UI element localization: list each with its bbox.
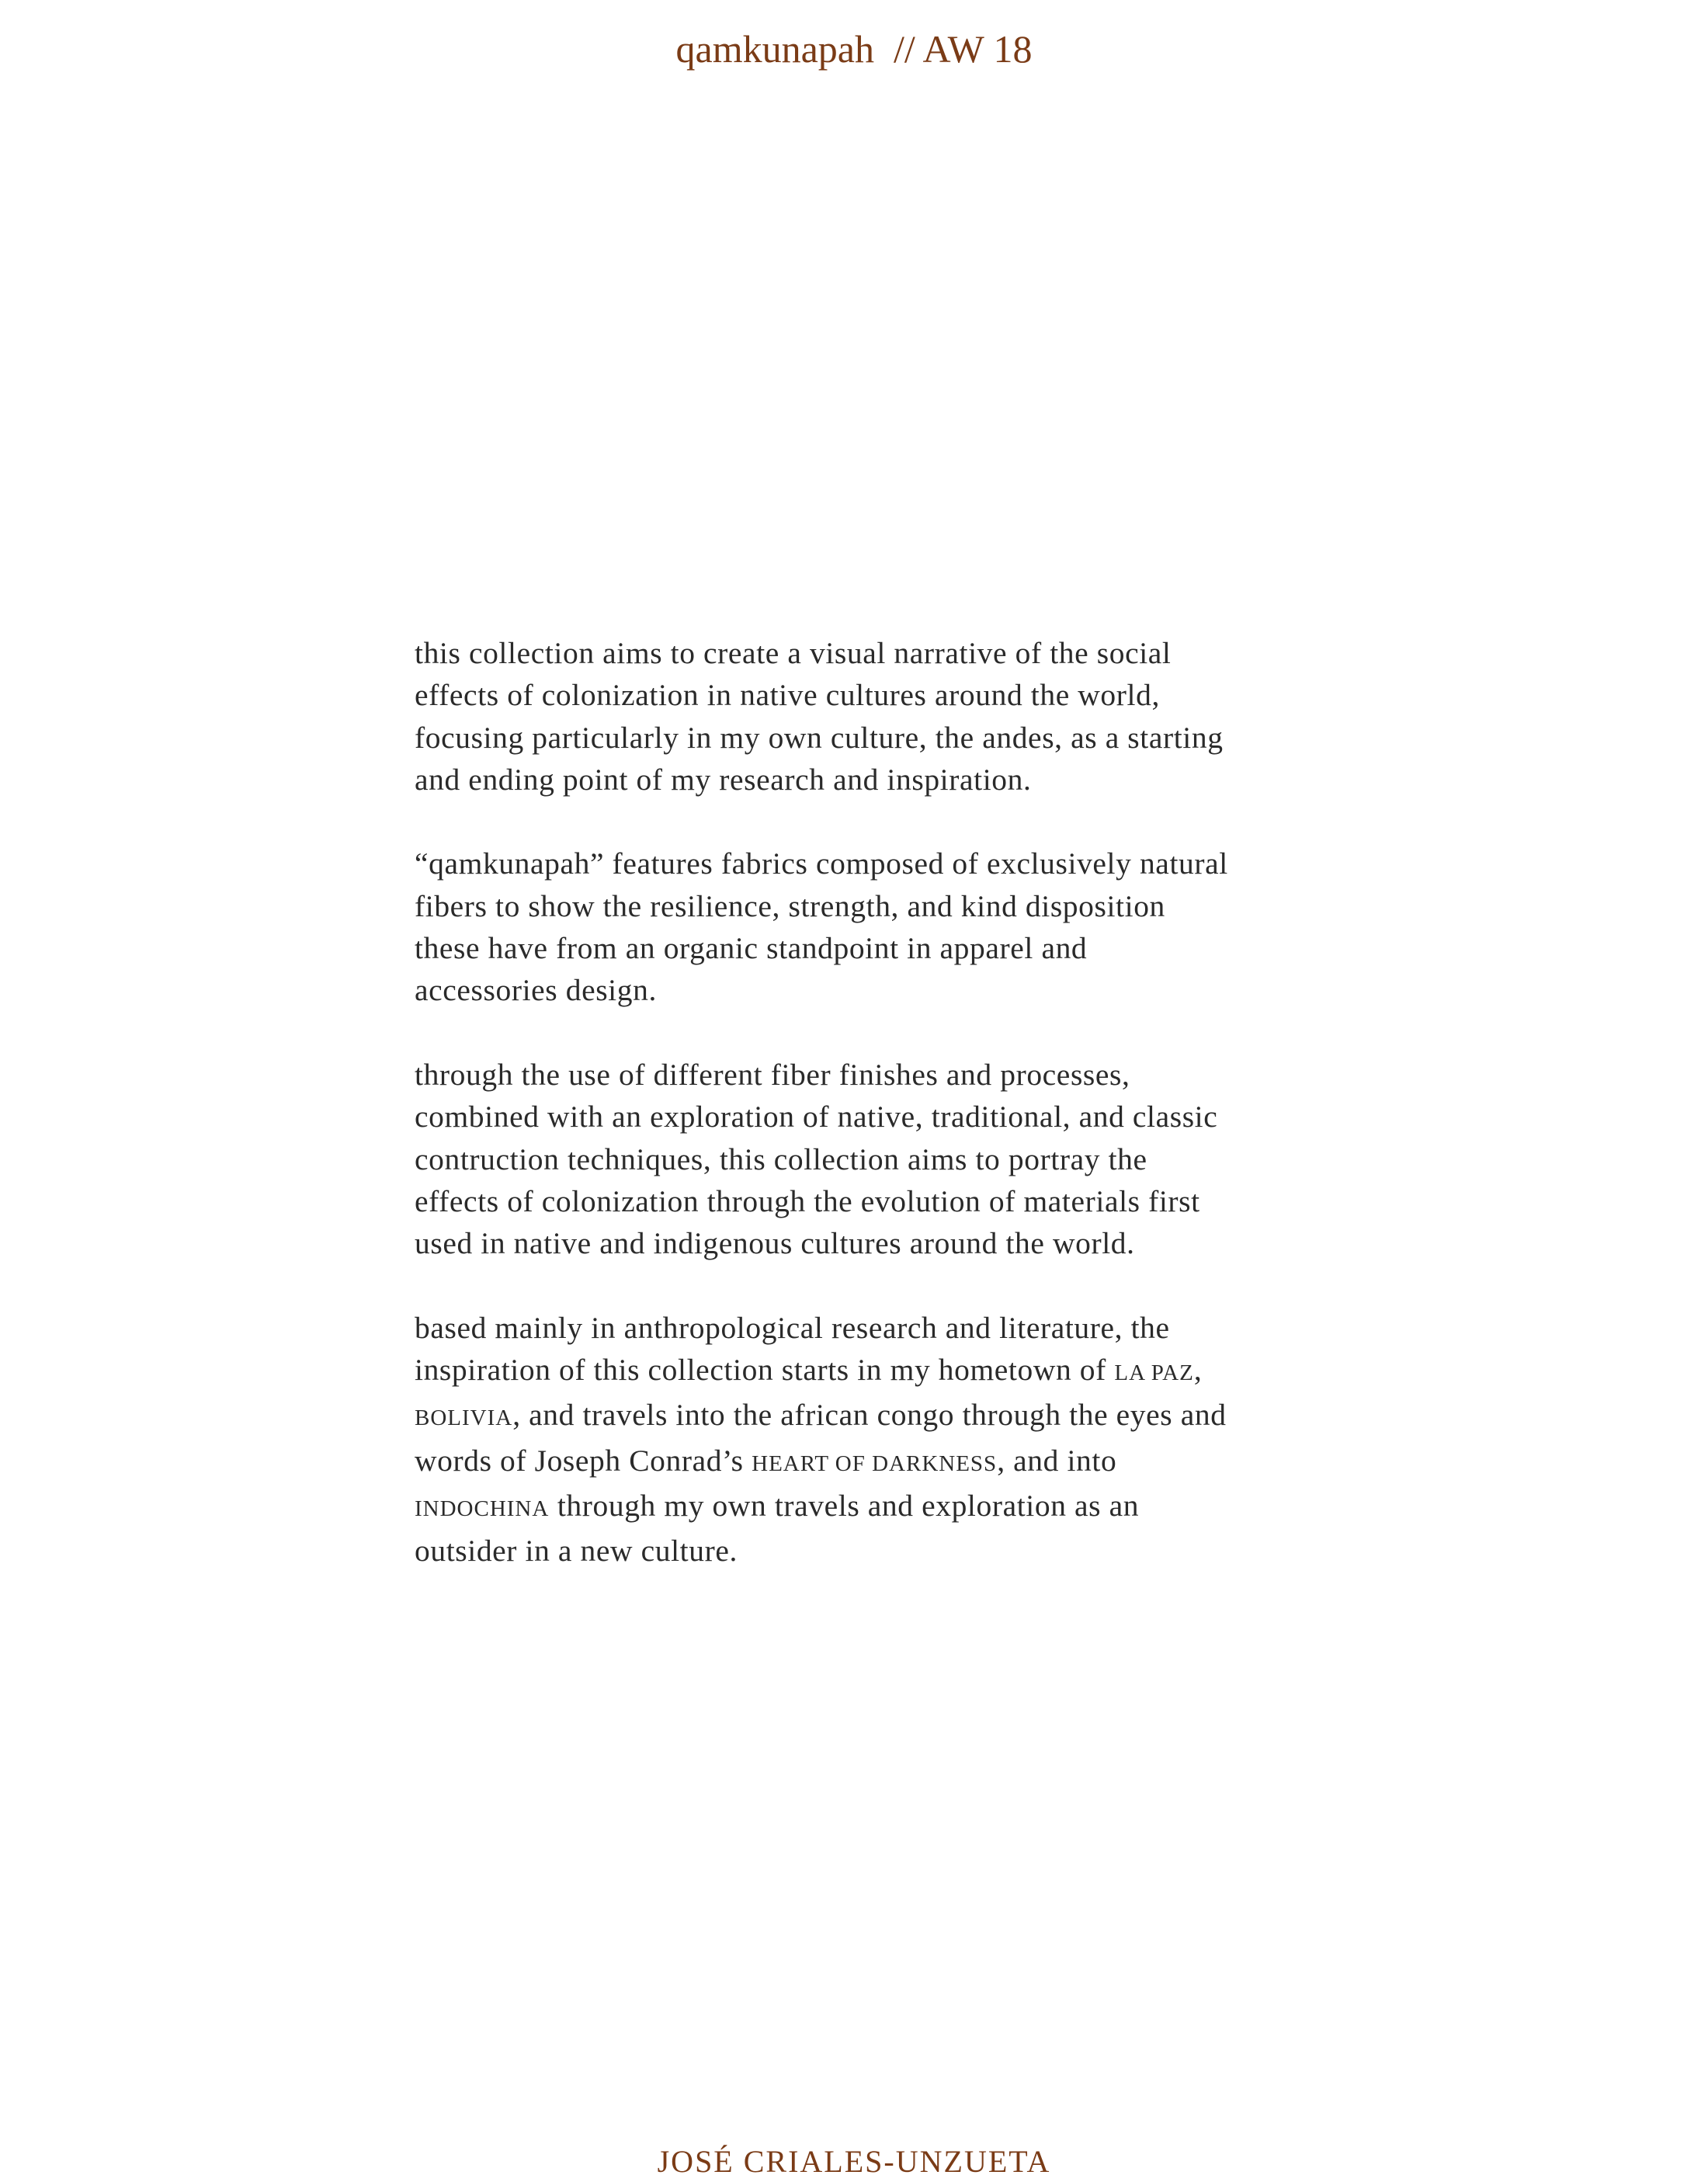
statement-paragraph-1 [415, 632, 1315, 801]
text-fragment: inspiration of this collection starts in my hometown of [415, 1353, 1106, 1388]
season-label: AW 18 [922, 27, 1033, 71]
page-header [0, 22, 1708, 76]
text-line: and ending point of my research and inspiration. [415, 762, 1032, 797]
text-line: these have from an organic standpoint in apparel and [415, 931, 1088, 966]
text-line [415, 1485, 1315, 1530]
statement-paragraph-3 [415, 1054, 1315, 1264]
text-fragment: through my own travels and exploration as an [557, 1488, 1140, 1523]
text-line: contruction techniques, this collection aims to portray the [415, 1141, 1147, 1176]
text-line: based mainly in anthropological research and literature, the [415, 1310, 1170, 1345]
text-fragment: , and into [997, 1443, 1117, 1478]
text-fragment: words of Joseph Conrad’s [415, 1443, 744, 1478]
text-line [415, 1394, 1315, 1439]
text-line: through the use of different fiber finishes and processes, [415, 1057, 1130, 1092]
place-name-la-paz: LA PAZ [1114, 1360, 1194, 1386]
book-title-heart-of-darkness: HEART OF DARKNESS [752, 1451, 998, 1476]
text-line: used in native and indigenous cultures around the world. [415, 1226, 1135, 1261]
text-line [415, 1440, 1315, 1485]
text-line: focusing particularly in my own culture, the andes, as a starting [415, 720, 1224, 755]
place-name-bolivia: BOLIVIA [415, 1405, 513, 1431]
text-line: “qamkunapah” features fabrics composed of exclusively natural [415, 846, 1228, 881]
text-line: combined with an exploration of native, traditional, and classic [415, 1100, 1218, 1134]
author-name: JOSÉ CRIALES-UNZUETA [657, 2144, 1051, 2179]
text-line [415, 1349, 1315, 1394]
statement-paragraph-2 [415, 843, 1315, 1011]
collection-statement [415, 632, 1315, 1614]
title-separator: // [894, 27, 915, 71]
text-line: fibers to show the resilience, strength, and kind disposition [415, 888, 1165, 923]
text-line: accessories design. [415, 973, 657, 1008]
text-line: effects of colonization in native cultures around the world, [415, 678, 1160, 713]
collection-title: qamkunapah [675, 27, 874, 71]
place-name-indochina: INDOCHINA [415, 1496, 550, 1521]
text-fragment: , and travels into the african congo through the eyes and [512, 1398, 1227, 1433]
text-line: this collection aims to create a visual narrative of the social [415, 636, 1172, 670]
comma: , [1193, 1353, 1203, 1388]
text-line: outsider in a new culture. [415, 1534, 738, 1569]
text-line: effects of colonization through the evolution of materials first [415, 1183, 1200, 1218]
statement-paragraph-4 [415, 1307, 1315, 1572]
